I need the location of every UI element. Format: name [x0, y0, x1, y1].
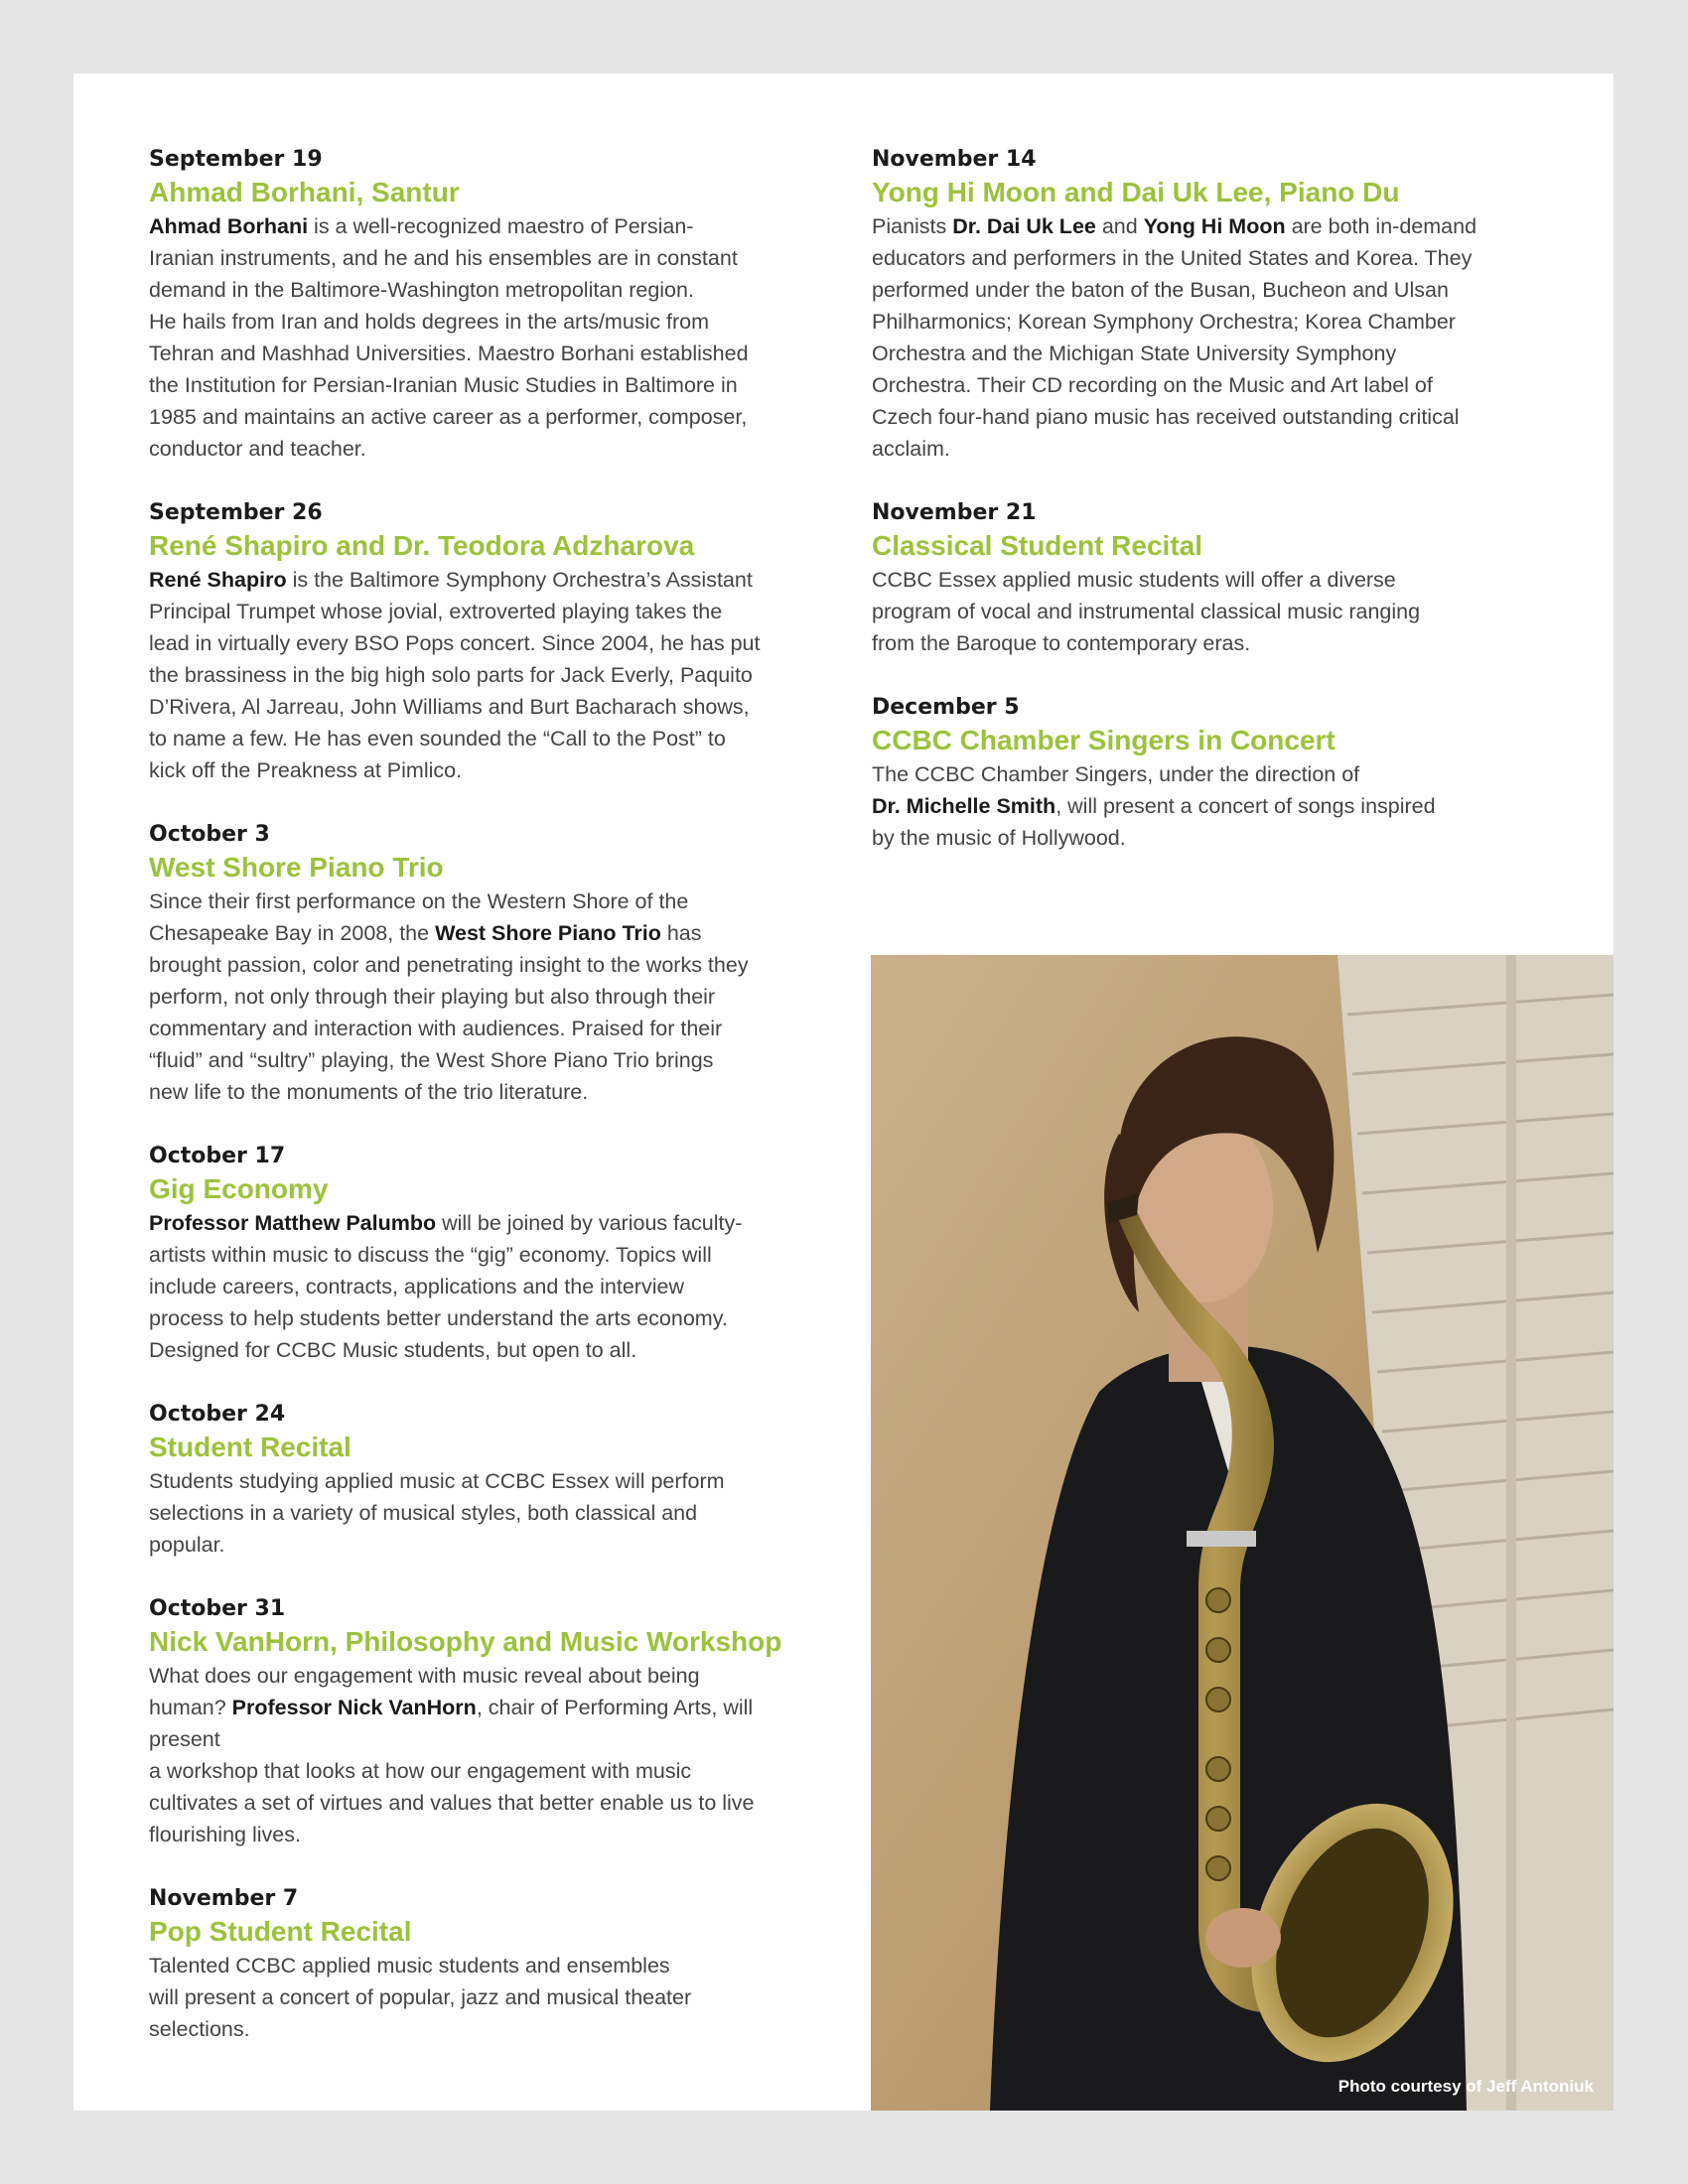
event-title: Pop Student Recital — [149, 1916, 412, 1947]
event-description — [872, 758, 1557, 854]
event-date: October 24 — [149, 1402, 286, 1427]
event-title: Yong Hi Moon and Dai Uk Lee, Piano Du — [872, 177, 1400, 207]
description-text: include careers, contracts, applications and the interview — [149, 1275, 684, 1298]
description-text: process to help students better understand the arts economy. — [149, 1306, 728, 1330]
description-line — [149, 274, 814, 306]
event-title: Classical Student Recital — [872, 530, 1203, 561]
description-line — [149, 886, 814, 917]
event-title: Student Recital — [149, 1432, 352, 1462]
description-line — [149, 1723, 814, 1755]
left-event-column — [149, 145, 814, 2079]
description-line — [149, 1239, 814, 1271]
description-text: brought passion, color and penetrating insight to the works they — [149, 953, 749, 977]
description-text: the brassiness in the big high solo parts for Jack Everly, Paquito — [149, 663, 753, 687]
event-description — [149, 564, 814, 786]
event-date: December 5 — [872, 695, 1020, 720]
description-text: Orchestra and the Michigan State University Symphony — [872, 341, 1397, 365]
event-block — [149, 1142, 814, 1366]
description-text: , chair of Performing Arts, will — [476, 1696, 754, 1719]
highlighted-name: Professor Matthew Palumbo — [149, 1211, 437, 1235]
description-line — [149, 242, 814, 274]
description-text: conductor and teacher. — [149, 437, 366, 461]
description-line — [149, 369, 814, 401]
description-line — [149, 949, 814, 981]
description-text: the Institution for Persian-Iranian Music Studies in Baltimore in — [149, 373, 738, 397]
event-description — [149, 1207, 814, 1366]
description-text: He hails from Iran and holds degrees in the arts/music from — [149, 310, 710, 334]
event-date: September 26 — [149, 500, 323, 525]
description-line — [149, 210, 814, 242]
highlighted-name: Dr. Michelle Smith — [872, 794, 1056, 818]
description-text: D’Rivera, Al Jarreau, John Williams and Burt Bacharach shows, — [149, 695, 750, 719]
description-line — [149, 691, 814, 723]
description-text: commentary and interaction with audiences. Praised for their — [149, 1017, 723, 1040]
event-date: October 3 — [149, 822, 270, 847]
description-line — [872, 822, 1557, 854]
description-text: CCBC Essex applied music students will offer a diverse — [872, 568, 1396, 592]
event-description — [872, 210, 1557, 465]
highlighted-name: West Shore Piano Trio — [435, 921, 661, 945]
description-text: Orchestra. Their CD recording on the Music and Art label of — [872, 373, 1433, 397]
description-text: a workshop that looks at how our engagement with music — [149, 1759, 692, 1783]
description-text: Pianists — [872, 214, 953, 238]
description-text: The CCBC Chamber Singers, under the direction of — [872, 762, 1360, 786]
event-block — [872, 145, 1557, 465]
event-description — [149, 210, 814, 465]
description-line — [872, 210, 1557, 242]
description-text: lead in virtually every BSO Pops concert. Since 2004, he has put — [149, 631, 761, 655]
event-description — [149, 1950, 814, 2045]
event-date: October 31 — [149, 1596, 286, 1621]
description-line — [149, 1334, 814, 1366]
description-text: Philharmonics; Korean Symphony Orchestra; Korea Chamber — [872, 310, 1456, 334]
description-text: are both in-demand — [1285, 214, 1477, 238]
description-text: Since their first performance on the Western Shore of the — [149, 889, 689, 913]
description-text: 1985 and maintains an active career as a performer, composer, — [149, 405, 748, 429]
event-block — [872, 693, 1557, 854]
description-line — [149, 564, 814, 596]
description-text: Talented CCBC applied music students and ensembles — [149, 1954, 670, 1978]
description-text: What does our engagement with music reveal about being — [149, 1664, 700, 1688]
description-text: acclaim. — [872, 437, 950, 461]
description-line — [149, 401, 814, 433]
description-text: will be joined by various faculty- — [436, 1211, 743, 1235]
description-line — [149, 1076, 814, 1108]
description-text: Tehran and Mashhad Universities. Maestro Borhani established — [149, 341, 749, 365]
description-text: present — [149, 1727, 220, 1751]
event-description — [872, 564, 1557, 659]
highlighted-name: Yong Hi Moon — [1143, 214, 1286, 238]
event-date: November 14 — [872, 147, 1037, 172]
description-line — [149, 1660, 814, 1692]
description-text: “fluid” and “sultry” playing, the West Shore Piano Trio brings — [149, 1048, 714, 1072]
right-event-column — [872, 145, 1557, 887]
description-line — [872, 306, 1557, 338]
description-text: Principal Trumpet whose jovial, extroverted playing takes the — [149, 600, 723, 623]
description-text: Students studying applied music at CCBC Essex will perform — [149, 1469, 725, 1493]
description-text: and — [1095, 214, 1144, 238]
description-text: kick off the Preakness at Pimlico. — [149, 758, 463, 782]
description-line — [149, 1981, 814, 2013]
description-line — [149, 338, 814, 369]
event-title: West Shore Piano Trio — [149, 852, 444, 883]
description-line — [872, 627, 1557, 659]
event-title: CCBC Chamber Singers in Concert — [872, 725, 1336, 755]
description-line — [149, 659, 814, 691]
description-text: Designed for CCBC Music students, but open to all. — [149, 1338, 637, 1362]
description-text: has — [660, 921, 702, 945]
description-text: popular. — [149, 1533, 225, 1557]
description-line — [149, 1013, 814, 1044]
description-line — [149, 1787, 814, 1819]
highlighted-name: Ahmad Borhani — [149, 214, 309, 238]
description-text: educators and performers in the United States and Korea. They — [872, 246, 1473, 270]
description-line — [149, 981, 814, 1013]
event-block — [872, 498, 1557, 659]
description-text: selections in a variety of musical styles, both classical and — [149, 1501, 698, 1525]
event-description — [149, 1660, 814, 1850]
highlighted-name: René Shapiro — [149, 568, 287, 592]
description-text: new life to the monuments of the trio literature. — [149, 1080, 589, 1104]
description-line — [149, 306, 814, 338]
description-text: is the Baltimore Symphony Orchestra’s Assistant — [286, 568, 753, 592]
event-block — [149, 820, 814, 1108]
description-line — [149, 1044, 814, 1076]
description-line — [149, 1271, 814, 1302]
event-title: Ahmad Borhani, Santur — [149, 177, 460, 207]
event-block — [149, 498, 814, 786]
description-text: artists within music to discuss the “gig” economy. Topics will — [149, 1243, 712, 1267]
description-text: flourishing lives. — [149, 1823, 301, 1846]
description-line — [149, 723, 814, 754]
event-title: Nick VanHorn, Philosophy and Music Workshop — [149, 1626, 782, 1657]
description-line — [872, 401, 1557, 433]
highlighted-name: Dr. Dai Uk Lee — [952, 214, 1096, 238]
description-line — [872, 433, 1557, 465]
description-text: from the Baroque to contemporary eras. — [872, 631, 1251, 655]
description-line — [872, 338, 1557, 369]
event-description — [149, 1465, 814, 1561]
description-text: perform, not only through their playing but also through their — [149, 985, 716, 1009]
description-line — [149, 1465, 814, 1497]
description-line — [872, 758, 1557, 790]
brochure-page — [73, 73, 1614, 2111]
event-block — [149, 1400, 814, 1561]
description-line — [149, 627, 814, 659]
description-line — [872, 564, 1557, 596]
event-block — [149, 1594, 814, 1850]
description-line — [149, 433, 814, 465]
description-line — [872, 242, 1557, 274]
description-text: Iranian instruments, and he and his ensembles are in constant — [149, 246, 738, 270]
saxophonist-photo — [871, 955, 1614, 2111]
event-block — [149, 1884, 814, 2045]
event-title: René Shapiro and Dr. Teodora Adzharova — [149, 530, 695, 561]
description-text: by the music of Hollywood. — [872, 826, 1126, 850]
event-block — [149, 145, 814, 465]
description-line — [149, 1692, 814, 1723]
description-line — [149, 1207, 814, 1239]
photo-credit: Photo courtesy of Jeff Antoniuk — [1337, 2077, 1594, 2096]
description-text: cultivates a set of virtues and values that better enable us to live — [149, 1791, 755, 1815]
description-line — [149, 1950, 814, 1981]
description-text: Chesapeake Bay in 2008, the — [149, 921, 436, 945]
description-text: selections. — [149, 2017, 250, 2041]
description-line — [149, 596, 814, 627]
description-line — [872, 369, 1557, 401]
event-date: October 17 — [149, 1144, 286, 1168]
description-text: Czech four-hand piano music has received outstanding critical — [872, 405, 1460, 429]
description-text: human? — [149, 1696, 232, 1719]
description-line — [872, 274, 1557, 306]
description-line — [149, 1819, 814, 1850]
description-text: program of vocal and instrumental classical music ranging — [872, 600, 1421, 623]
description-line — [149, 754, 814, 786]
description-text: is a well-recognized maestro of Persian- — [308, 214, 694, 238]
photo-illustration — [871, 955, 1614, 2111]
description-line — [149, 1755, 814, 1787]
description-text: , will present a concert of songs inspired — [1055, 794, 1436, 818]
description-line — [149, 1497, 814, 1529]
event-title: Gig Economy — [149, 1173, 329, 1204]
description-line — [149, 1529, 814, 1561]
event-date: September 19 — [149, 147, 323, 172]
description-text: performed under the baton of the Busan, Bucheon and Ulsan — [872, 278, 1449, 302]
event-description — [149, 886, 814, 1108]
description-line — [149, 1302, 814, 1334]
description-text: to name a few. He has even sounded the “Call to the Post” to — [149, 727, 726, 751]
description-line — [149, 2013, 814, 2045]
description-text: will present a concert of popular, jazz and musical theater — [149, 1985, 692, 2009]
event-date: November 7 — [149, 1886, 299, 1911]
description-line — [149, 917, 814, 949]
description-line — [872, 790, 1557, 822]
description-line — [872, 596, 1557, 627]
highlighted-name: Professor Nick VanHorn — [231, 1696, 477, 1719]
event-date: November 21 — [872, 500, 1037, 525]
description-text: demand in the Baltimore-Washington metropolitan region. — [149, 278, 694, 302]
